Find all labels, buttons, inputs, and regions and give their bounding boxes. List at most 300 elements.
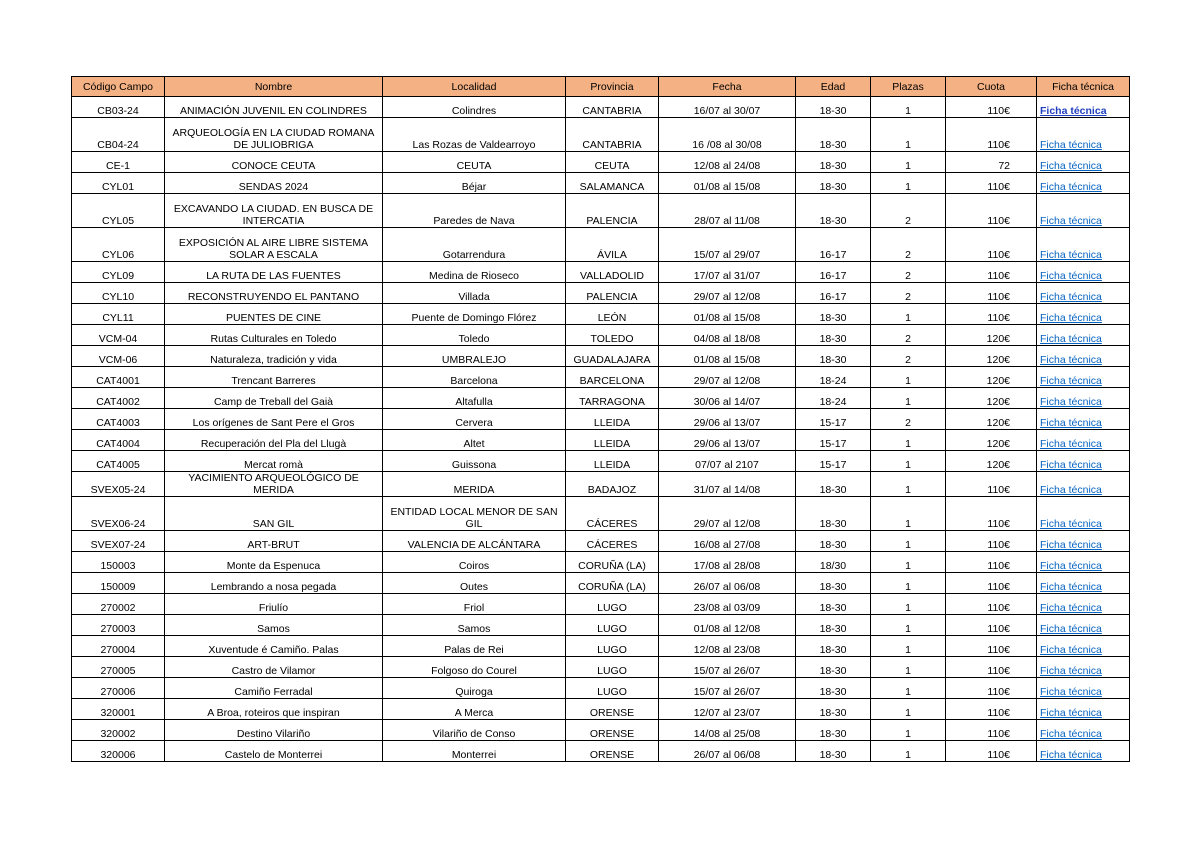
cell-plazas: 1	[871, 472, 946, 497]
cell-codigo: CYL01	[72, 173, 165, 194]
cell-cuota: 110€	[946, 304, 1037, 325]
cell-fecha: 28/07 al 11/08	[659, 194, 796, 228]
cell-localidad: Villada	[383, 283, 566, 304]
cell-nombre: CONOCE CEUTA	[165, 152, 383, 173]
table-row	[72, 346, 1130, 367]
cell-ficha	[1037, 573, 1130, 594]
cell-plazas: 1	[871, 152, 946, 173]
header-row	[72, 77, 1130, 97]
cell-edad: 18-30	[796, 615, 871, 636]
ficha-tecnica-link[interactable]: Ficha técnica	[1040, 105, 1107, 117]
cell-cuota: 110€	[946, 552, 1037, 573]
ficha-tecnica-link[interactable]: Ficha técnica	[1040, 644, 1102, 656]
cell-edad: 16-17	[796, 262, 871, 283]
cell-nombre: Mercat romà	[165, 451, 383, 472]
cell-ficha	[1037, 594, 1130, 615]
ficha-tecnica-link[interactable]: Ficha técnica	[1040, 438, 1102, 450]
cell-edad: 18-30	[796, 531, 871, 552]
cell-localidad: Friol	[383, 594, 566, 615]
ficha-tecnica-link[interactable]: Ficha técnica	[1040, 249, 1102, 261]
cell-plazas: 2	[871, 325, 946, 346]
cell-localidad: Barcelona	[383, 367, 566, 388]
cell-codigo: CYL06	[72, 228, 165, 262]
header-nombre: Nombre	[165, 77, 383, 97]
cell-ficha	[1037, 262, 1130, 283]
table-row	[72, 152, 1130, 173]
ficha-tecnica-link[interactable]: Ficha técnica	[1040, 728, 1102, 740]
cell-cuota: 110€	[946, 594, 1037, 615]
table-row	[72, 97, 1130, 118]
cell-provincia: ÁVILA	[566, 228, 659, 262]
cell-nombre: Monte da Espenuca	[165, 552, 383, 573]
cell-fecha: 14/08 al 25/08	[659, 720, 796, 741]
ficha-tecnica-link[interactable]: Ficha técnica	[1040, 215, 1102, 227]
cell-edad: 18-30	[796, 304, 871, 325]
cell-edad: 18-30	[796, 97, 871, 118]
cell-codigo: 320006	[72, 741, 165, 762]
cell-plazas: 1	[871, 636, 946, 657]
cell-provincia: LUGO	[566, 594, 659, 615]
cell-edad: 18/30	[796, 552, 871, 573]
cell-codigo: 320001	[72, 699, 165, 720]
cell-localidad: CEUTA	[383, 152, 566, 173]
cell-provincia: PALENCIA	[566, 283, 659, 304]
ficha-tecnica-link[interactable]: Ficha técnica	[1040, 312, 1102, 324]
ficha-tecnica-link[interactable]: Ficha técnica	[1040, 686, 1102, 698]
cell-plazas: 1	[871, 573, 946, 594]
ficha-tecnica-link[interactable]: Ficha técnica	[1040, 396, 1102, 408]
cell-ficha	[1037, 228, 1130, 262]
cell-ficha	[1037, 367, 1130, 388]
cell-localidad: Puente de Domingo Flórez	[383, 304, 566, 325]
cell-cuota: 120€	[946, 367, 1037, 388]
cell-localidad: Gotarrendura	[383, 228, 566, 262]
table-row	[72, 325, 1130, 346]
cell-ficha	[1037, 173, 1130, 194]
cell-edad: 18-30	[796, 594, 871, 615]
table-row	[72, 657, 1130, 678]
cell-nombre: EXPOSICIÓN AL AIRE LIBRE SISTEMA SOLAR A ESCALA	[165, 228, 383, 262]
cell-nombre: Trencant Barreres	[165, 367, 383, 388]
cell-localidad: A Merca	[383, 699, 566, 720]
cell-cuota: 110€	[946, 636, 1037, 657]
ficha-tecnica-link[interactable]: Ficha técnica	[1040, 160, 1102, 172]
cell-fecha: 17/07 al 31/07	[659, 262, 796, 283]
cell-localidad: Las Rozas de Valdearroyo	[383, 118, 566, 152]
header-ficha: Ficha técnica	[1037, 77, 1130, 97]
cell-localidad: MERIDA	[383, 472, 566, 497]
cell-fecha: 01/08 al 15/08	[659, 304, 796, 325]
ficha-tecnica-link[interactable]: Ficha técnica	[1040, 623, 1102, 635]
cell-cuota: 110€	[946, 228, 1037, 262]
cell-provincia: CÁCERES	[566, 531, 659, 552]
header-provincia: Provincia	[566, 77, 659, 97]
cell-codigo: CE-1	[72, 152, 165, 173]
cell-plazas: 1	[871, 367, 946, 388]
cell-localidad: ENTIDAD LOCAL MENOR DE SAN GIL	[383, 497, 566, 531]
cell-localidad: Colindres	[383, 97, 566, 118]
cell-provincia: SALAMANCA	[566, 173, 659, 194]
cell-fecha: 26/07 al 06/08	[659, 741, 796, 762]
cell-localidad: Samos	[383, 615, 566, 636]
cell-edad: 18-30	[796, 720, 871, 741]
cell-fecha: 26/07 al 06/08	[659, 573, 796, 594]
cell-localidad: Guissona	[383, 451, 566, 472]
table-row	[72, 194, 1130, 228]
cell-nombre: Rutas Culturales en Toledo	[165, 325, 383, 346]
cell-edad: 18-24	[796, 388, 871, 409]
cell-codigo: CYL11	[72, 304, 165, 325]
cell-codigo: 270004	[72, 636, 165, 657]
cell-edad: 16-17	[796, 283, 871, 304]
cell-plazas: 1	[871, 497, 946, 531]
ficha-tecnica-link[interactable]: Ficha técnica	[1040, 375, 1102, 387]
cell-localidad: Altet	[383, 430, 566, 451]
cell-nombre: LA RUTA DE LAS FUENTES	[165, 262, 383, 283]
cell-provincia: TOLEDO	[566, 325, 659, 346]
cell-plazas: 1	[871, 720, 946, 741]
cell-cuota: 72	[946, 152, 1037, 173]
cell-nombre: SAN GIL	[165, 497, 383, 531]
cell-localidad: Béjar	[383, 173, 566, 194]
cell-ficha	[1037, 409, 1130, 430]
cell-cuota: 120€	[946, 430, 1037, 451]
table-row	[72, 451, 1130, 472]
cell-codigo: SVEX05-24	[72, 472, 165, 497]
cell-ficha	[1037, 430, 1130, 451]
cell-cuota: 120€	[946, 388, 1037, 409]
cell-cuota: 110€	[946, 283, 1037, 304]
cell-nombre: A Broa, roteiros que inspiran	[165, 699, 383, 720]
cell-plazas: 1	[871, 451, 946, 472]
cell-provincia: VALLADOLID	[566, 262, 659, 283]
cell-nombre: Camiño Ferradal	[165, 678, 383, 699]
cell-provincia: CANTABRIA	[566, 97, 659, 118]
cell-provincia: GUADALAJARA	[566, 346, 659, 367]
cell-cuota: 110€	[946, 741, 1037, 762]
cell-codigo: CYL05	[72, 194, 165, 228]
table-row	[72, 228, 1130, 262]
cell-ficha	[1037, 678, 1130, 699]
cell-cuota: 110€	[946, 573, 1037, 594]
cell-plazas: 1	[871, 615, 946, 636]
table-row	[72, 367, 1130, 388]
cell-plazas: 1	[871, 741, 946, 762]
cell-localidad: Paredes de Nava	[383, 194, 566, 228]
ficha-tecnica-link[interactable]: Ficha técnica	[1040, 484, 1102, 496]
cell-provincia: LEÓN	[566, 304, 659, 325]
spreadsheet	[71, 76, 1130, 762]
cell-fecha: 16/07 al 30/07	[659, 97, 796, 118]
cell-codigo: CAT4005	[72, 451, 165, 472]
cell-nombre: RECONSTRUYENDO EL PANTANO	[165, 283, 383, 304]
cell-ficha	[1037, 657, 1130, 678]
cell-plazas: 1	[871, 430, 946, 451]
header-codigo: Código Campo	[72, 77, 165, 97]
cell-provincia: LLEIDA	[566, 409, 659, 430]
cell-edad: 15-17	[796, 451, 871, 472]
cell-cuota: 110€	[946, 699, 1037, 720]
cell-plazas: 1	[871, 304, 946, 325]
cell-codigo: SVEX06-24	[72, 497, 165, 531]
campos-table	[71, 76, 1130, 762]
cell-nombre: Samos	[165, 615, 383, 636]
ficha-tecnica-link[interactable]: Ficha técnica	[1040, 139, 1102, 151]
cell-ficha	[1037, 283, 1130, 304]
cell-edad: 18-30	[796, 678, 871, 699]
cell-edad: 15-17	[796, 430, 871, 451]
cell-cuota: 110€	[946, 497, 1037, 531]
cell-fecha: 04/08 al 18/08	[659, 325, 796, 346]
ficha-tecnica-link[interactable]: Ficha técnica	[1040, 602, 1102, 614]
ficha-tecnica-link[interactable]: Ficha técnica	[1040, 270, 1102, 282]
cell-cuota: 120€	[946, 346, 1037, 367]
table-row	[72, 552, 1130, 573]
header-plazas: Plazas	[871, 77, 946, 97]
ficha-tecnica-link[interactable]: Ficha técnica	[1040, 539, 1102, 551]
table-row	[72, 741, 1130, 762]
ficha-tecnica-link[interactable]: Ficha técnica	[1040, 560, 1102, 572]
cell-provincia: LLEIDA	[566, 451, 659, 472]
cell-cuota: 110€	[946, 720, 1037, 741]
table-row	[72, 262, 1130, 283]
cell-edad: 18-30	[796, 657, 871, 678]
table-row	[72, 594, 1130, 615]
cell-plazas: 1	[871, 531, 946, 552]
cell-localidad: Monterrei	[383, 741, 566, 762]
table-row	[72, 304, 1130, 325]
cell-ficha	[1037, 552, 1130, 573]
table-row	[72, 283, 1130, 304]
cell-codigo: 270005	[72, 657, 165, 678]
cell-codigo: CB03-24	[72, 97, 165, 118]
cell-codigo: 270003	[72, 615, 165, 636]
cell-fecha: 01/08 al 15/08	[659, 173, 796, 194]
cell-ficha	[1037, 97, 1130, 118]
cell-fecha: 16 /08 al 30/08	[659, 118, 796, 152]
cell-edad: 15-17	[796, 409, 871, 430]
table-row	[72, 173, 1130, 194]
cell-fecha: 29/07 al 12/08	[659, 367, 796, 388]
cell-plazas: 2	[871, 194, 946, 228]
cell-nombre: PUENTES DE CINE	[165, 304, 383, 325]
cell-cuota: 110€	[946, 657, 1037, 678]
header-fecha: Fecha	[659, 77, 796, 97]
cell-nombre: Los orígenes de Sant Pere el Gros	[165, 409, 383, 430]
cell-plazas: 1	[871, 118, 946, 152]
cell-ficha	[1037, 346, 1130, 367]
cell-nombre: Lembrando a nosa pegada	[165, 573, 383, 594]
cell-codigo: CB04-24	[72, 118, 165, 152]
cell-ficha	[1037, 615, 1130, 636]
cell-nombre: YACIMIENTO ARQUEOLÓGICO DE MERIDA	[165, 472, 383, 497]
ficha-tecnica-link[interactable]: Ficha técnica	[1040, 333, 1102, 345]
cell-localidad: VALENCIA DE ALCÁNTARA	[383, 531, 566, 552]
cell-cuota: 110€	[946, 97, 1037, 118]
ficha-tecnica-link[interactable]: Ficha técnica	[1040, 518, 1102, 530]
cell-fecha: 31/07 al 14/08	[659, 472, 796, 497]
ficha-tecnica-link[interactable]: Ficha técnica	[1040, 181, 1102, 193]
cell-plazas: 2	[871, 262, 946, 283]
cell-ficha	[1037, 325, 1130, 346]
cell-codigo: CAT4001	[72, 367, 165, 388]
cell-codigo: VCM-04	[72, 325, 165, 346]
cell-nombre: Castelo de Monterrei	[165, 741, 383, 762]
cell-codigo: CYL09	[72, 262, 165, 283]
ficha-tecnica-link[interactable]: Ficha técnica	[1040, 417, 1102, 429]
table-row	[72, 636, 1130, 657]
cell-ficha	[1037, 699, 1130, 720]
cell-localidad: Palas de Rei	[383, 636, 566, 657]
cell-provincia: LLEIDA	[566, 430, 659, 451]
cell-fecha: 29/07 al 12/08	[659, 283, 796, 304]
cell-cuota: 110€	[946, 678, 1037, 699]
cell-provincia: LUGO	[566, 636, 659, 657]
cell-edad: 18-30	[796, 152, 871, 173]
cell-cuota: 120€	[946, 325, 1037, 346]
cell-localidad: Cervera	[383, 409, 566, 430]
cell-fecha: 29/06 al 13/07	[659, 430, 796, 451]
table-body	[72, 97, 1130, 762]
cell-cuota: 120€	[946, 451, 1037, 472]
cell-provincia: ORENSE	[566, 741, 659, 762]
header-cuota: Cuota	[946, 77, 1037, 97]
cell-provincia: BADAJOZ	[566, 472, 659, 497]
cell-nombre: Castro de Vilamor	[165, 657, 383, 678]
cell-cuota: 110€	[946, 262, 1037, 283]
cell-ficha	[1037, 451, 1130, 472]
cell-cuota: 120€	[946, 409, 1037, 430]
cell-ficha	[1037, 118, 1130, 152]
cell-fecha: 15/07 al 29/07	[659, 228, 796, 262]
ficha-tecnica-link[interactable]: Ficha técnica	[1040, 459, 1102, 471]
cell-localidad: Altafulla	[383, 388, 566, 409]
cell-codigo: 320002	[72, 720, 165, 741]
cell-ficha	[1037, 472, 1130, 497]
cell-ficha	[1037, 304, 1130, 325]
cell-ficha	[1037, 497, 1130, 531]
table-row	[72, 472, 1130, 497]
cell-cuota: 110€	[946, 194, 1037, 228]
cell-fecha: 15/07 al 26/07	[659, 657, 796, 678]
table-row	[72, 430, 1130, 451]
cell-codigo: SVEX07-24	[72, 531, 165, 552]
cell-plazas: 1	[871, 97, 946, 118]
table-row	[72, 118, 1130, 152]
cell-edad: 18-30	[796, 497, 871, 531]
cell-plazas: 1	[871, 388, 946, 409]
cell-fecha: 29/06 al 13/07	[659, 409, 796, 430]
cell-provincia: TARRAGONA	[566, 388, 659, 409]
cell-fecha: 12/07 al 23/07	[659, 699, 796, 720]
cell-localidad: Folgoso do Courel	[383, 657, 566, 678]
cell-provincia: LUGO	[566, 657, 659, 678]
ficha-tecnica-link[interactable]: Ficha técnica	[1040, 581, 1102, 593]
cell-edad: 18-30	[796, 173, 871, 194]
table-row	[72, 699, 1130, 720]
cell-cuota: 110€	[946, 118, 1037, 152]
cell-localidad: Medina de Rioseco	[383, 262, 566, 283]
cell-nombre: ARQUEOLOGÍA EN LA CIUDAD ROMANA DE JULIOBRIGA	[165, 118, 383, 152]
cell-plazas: 1	[871, 678, 946, 699]
cell-codigo: CAT4002	[72, 388, 165, 409]
cell-nombre: Destino Vilariño	[165, 720, 383, 741]
cell-provincia: CÁCERES	[566, 497, 659, 531]
cell-edad: 18-30	[796, 325, 871, 346]
ficha-tecnica-link[interactable]: Ficha técnica	[1040, 291, 1102, 303]
cell-cuota: 110€	[946, 472, 1037, 497]
cell-nombre: Recuperación del Pla del Llugà	[165, 430, 383, 451]
cell-localidad: Outes	[383, 573, 566, 594]
table-row	[72, 497, 1130, 531]
cell-provincia: ORENSE	[566, 699, 659, 720]
cell-fecha: 17/08 al 28/08	[659, 552, 796, 573]
cell-localidad: Vilariño de Conso	[383, 720, 566, 741]
cell-edad: 18-30	[796, 194, 871, 228]
ficha-tecnica-link[interactable]: Ficha técnica	[1040, 749, 1102, 761]
table-row	[72, 409, 1130, 430]
cell-provincia: ORENSE	[566, 720, 659, 741]
cell-provincia: CORUÑA (LA)	[566, 573, 659, 594]
cell-codigo: 270002	[72, 594, 165, 615]
cell-fecha: 12/08 al 24/08	[659, 152, 796, 173]
cell-edad: 18-30	[796, 573, 871, 594]
cell-edad: 18-30	[796, 699, 871, 720]
cell-nombre: SENDAS 2024	[165, 173, 383, 194]
cell-provincia: LUGO	[566, 678, 659, 699]
cell-provincia: BARCELONA	[566, 367, 659, 388]
cell-ficha	[1037, 152, 1130, 173]
cell-nombre: ART-BRUT	[165, 531, 383, 552]
cell-edad: 18-30	[796, 346, 871, 367]
table-row	[72, 720, 1130, 741]
cell-fecha: 07/07 al 2107	[659, 451, 796, 472]
table-row	[72, 615, 1130, 636]
header-edad: Edad	[796, 77, 871, 97]
cell-fecha: 12/08 al 23/08	[659, 636, 796, 657]
cell-nombre: EXCAVANDO LA CIUDAD. EN BUSCA DE INTERCATIA	[165, 194, 383, 228]
cell-localidad: UMBRALEJO	[383, 346, 566, 367]
cell-fecha: 01/08 al 12/08	[659, 615, 796, 636]
ficha-tecnica-link[interactable]: Ficha técnica	[1040, 354, 1102, 366]
cell-provincia: PALENCIA	[566, 194, 659, 228]
cell-plazas: 1	[871, 173, 946, 194]
cell-ficha	[1037, 636, 1130, 657]
cell-codigo: 270006	[72, 678, 165, 699]
cell-fecha: 16/08 al 27/08	[659, 531, 796, 552]
cell-nombre: Xuventude é Camiño. Palas	[165, 636, 383, 657]
cell-ficha	[1037, 194, 1130, 228]
table-row	[72, 678, 1130, 699]
table-row	[72, 388, 1130, 409]
cell-fecha: 29/07 al 12/08	[659, 497, 796, 531]
cell-ficha	[1037, 720, 1130, 741]
cell-plazas: 2	[871, 283, 946, 304]
cell-provincia: CORUÑA (LA)	[566, 552, 659, 573]
cell-codigo: 150009	[72, 573, 165, 594]
cell-edad: 18-24	[796, 367, 871, 388]
cell-nombre: Camp de Treball del Gaià	[165, 388, 383, 409]
cell-provincia: CANTABRIA	[566, 118, 659, 152]
cell-edad: 18-30	[796, 472, 871, 497]
cell-localidad: Quiroga	[383, 678, 566, 699]
cell-plazas: 2	[871, 346, 946, 367]
cell-codigo: CYL10	[72, 283, 165, 304]
ficha-tecnica-link[interactable]: Ficha técnica	[1040, 707, 1102, 719]
cell-cuota: 110€	[946, 531, 1037, 552]
ficha-tecnica-link[interactable]: Ficha técnica	[1040, 665, 1102, 677]
cell-plazas: 1	[871, 699, 946, 720]
